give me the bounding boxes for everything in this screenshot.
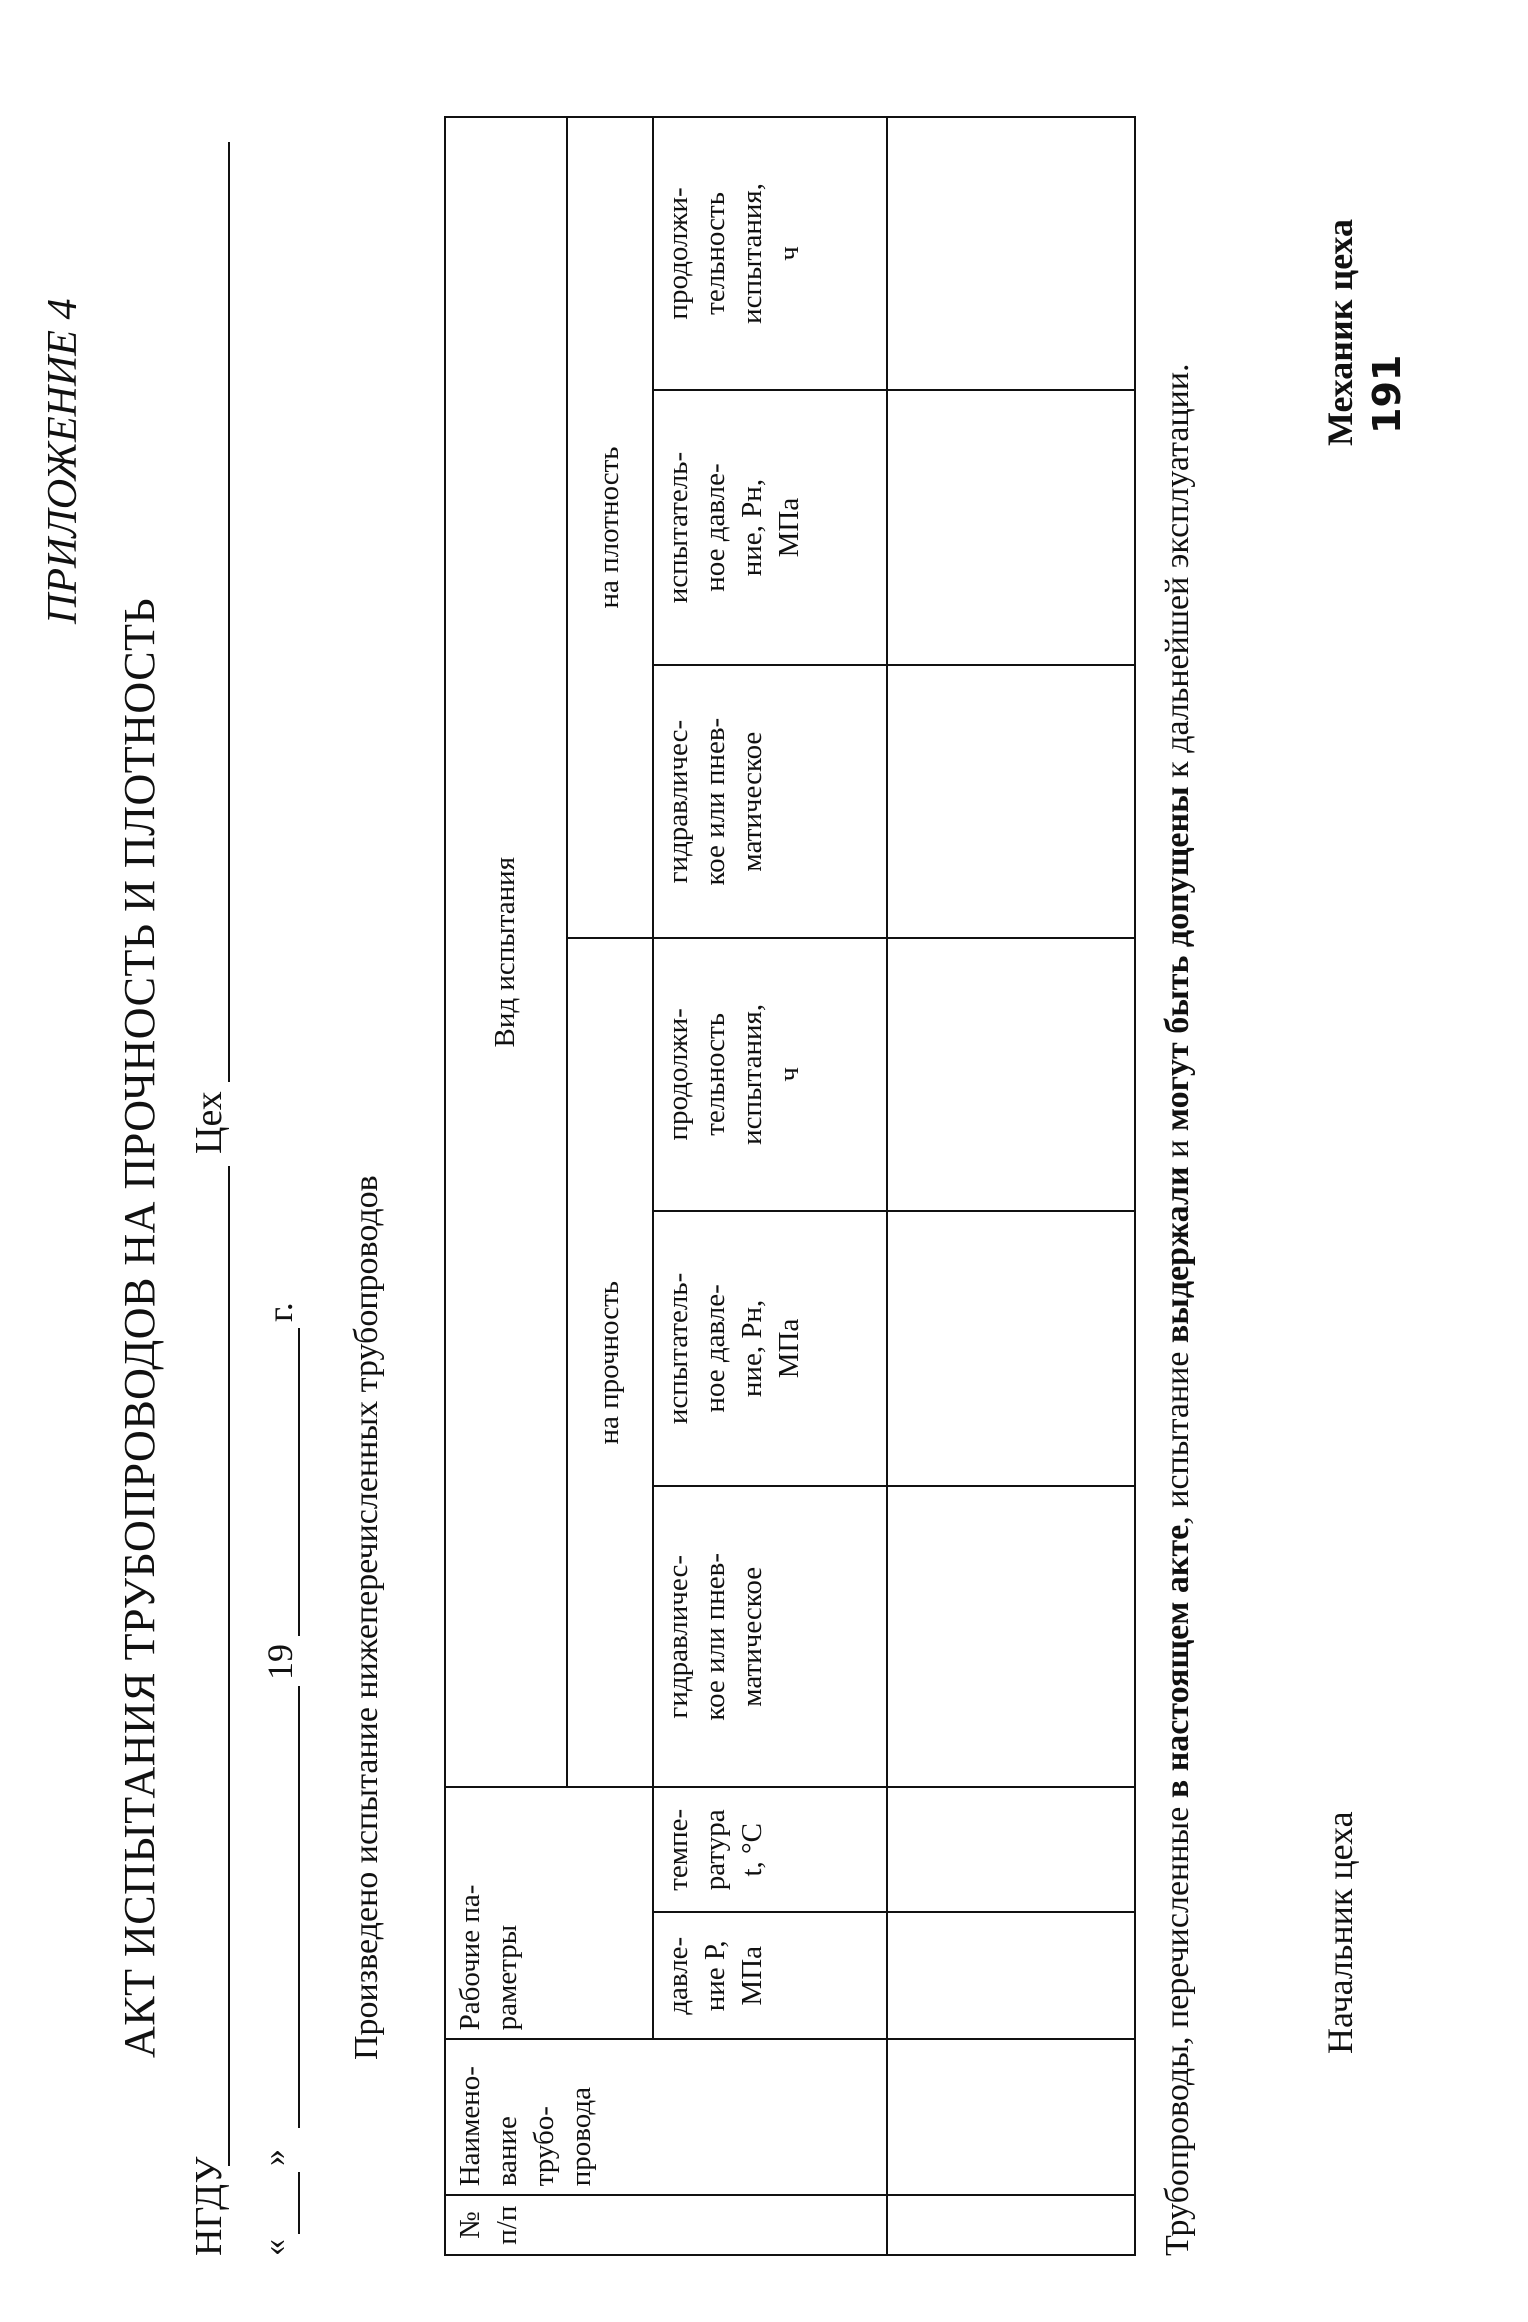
table-row [887,117,1135,2255]
header-density-duration: продолжи- тельность испытания, ч [653,117,887,390]
appendix-label: ПРИЛОЖЕНИЕ 4 [40,298,86,624]
header-strength-duration: продолжи- тельность испытания, ч [653,938,887,1211]
cell-strength-method [887,1486,1135,1787]
header-number: № п/п [445,2195,887,2255]
cell-density-duration [887,117,1135,390]
year-prefix: 19 [260,1644,300,1680]
ceh-label: Цех [188,1091,230,1154]
conclusion-emphasis: в настоящем акте [1159,1524,1196,1799]
signature-mechanic: Механик цеха [1320,218,1360,446]
month-blank-line [298,1686,300,2128]
cell-number [887,2195,1135,2255]
ngdu-label: НГДУ [188,2156,230,2256]
ceh-blank-line [228,142,230,1082]
header-density-test-pressure: испытатель- ное давле- ние, Рн, МПа [653,390,887,665]
date-quote-close: » [256,2149,293,2166]
header-strength-method: гидравличес- кое или пнев- матическое [653,1486,887,1787]
cell-density-test-pressure [887,390,1135,665]
conclusion-text [1158,166,1198,2256]
conclusion-part: Трубопроводы, перечисленные [1159,1798,1196,2256]
header-pipeline-name: Наимено- вание трубо- провода [445,2039,887,2195]
day-blank-line [298,2172,300,2234]
header-temperature: темпе- ратура t, °С [653,1787,887,1912]
conclusion-part: к дальнейшей эксплуатации. [1159,363,1196,787]
signature-chief: Начальник цеха [1320,1811,1360,2054]
conclusion-part: , испытание [1159,1343,1196,1525]
cell-strength-test-pressure [887,1211,1135,1486]
header-test-type: Вид испытания [445,117,567,1787]
cell-strength-duration [887,938,1135,1211]
intro-text: Произведено испытание нижеперечисленных трубопроводов [348,1175,385,2060]
header-strength-group: на прочность [567,938,654,1787]
conclusion-emphasis: выдержали [1159,1166,1196,1344]
header-density-group: на плотность [567,117,654,938]
ngdu-blank-line [228,1166,230,2166]
year-blank-line [298,1328,300,1636]
conclusion-emphasis: могут быть допущены [1159,786,1196,1132]
header-density-method: гидравличес- кое или пнев- матическое [653,665,887,938]
page-number: 191 [1365,354,1409,434]
test-table [444,116,1136,2256]
date-quote-open: « [256,2239,293,2256]
conclusion-part: и [1159,1131,1196,1167]
header-pressure: давле- ние Р, МПа [653,1912,887,2039]
header-strength-test-pressure: испытатель- ное давле- ние, Рн, МПа [653,1211,887,1486]
document-title: АКТ ИСПЫТАНИЯ ТРУБОПРОВОДОВ НА ПРОЧНОСТЬ И ПЛОТНОСТЬ [115,597,164,2058]
cell-pressure [887,1912,1135,2039]
year-suffix: г. [260,1302,300,1322]
cell-density-method [887,665,1135,938]
cell-pipeline-name [887,2039,1135,2195]
cell-temperature [887,1787,1135,1912]
header-working-params: Рабочие па- раметры [445,1787,653,2039]
